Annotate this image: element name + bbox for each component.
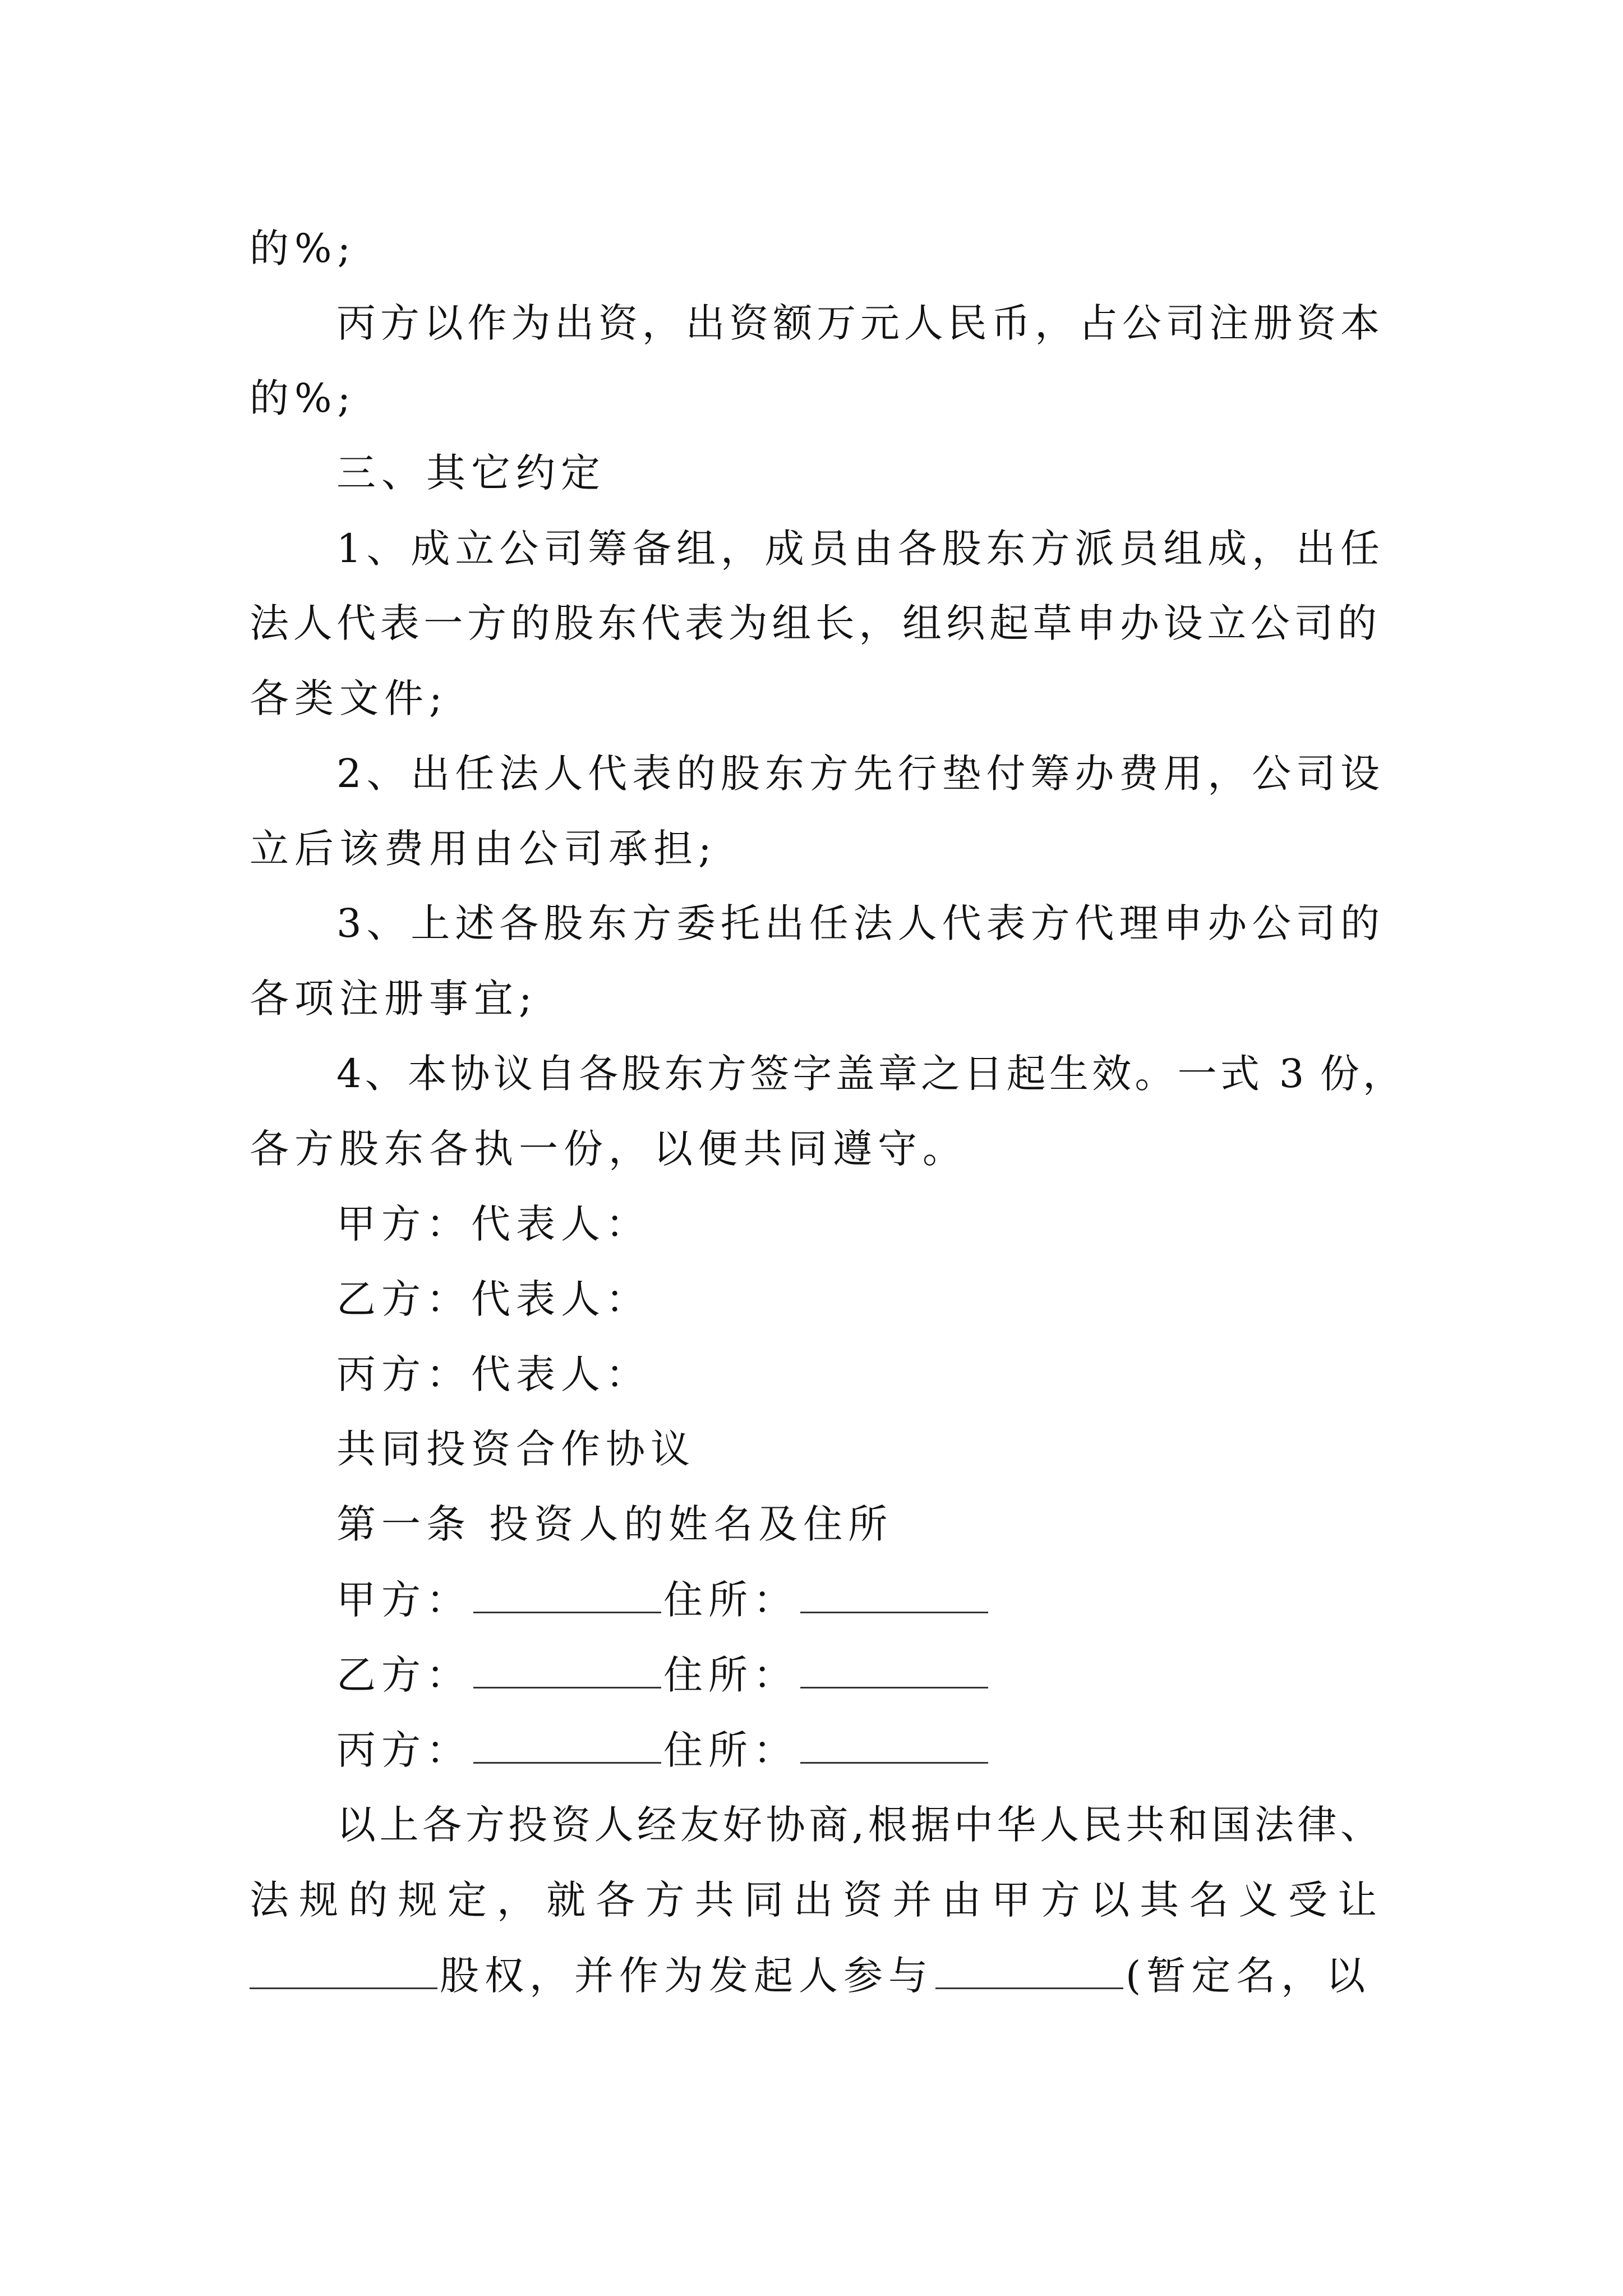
text-line: 以上各方投资人经友好协商,根据中华人民共和国法律、	[336, 1802, 1380, 1848]
text-line: 各项注册事宜;	[250, 976, 538, 1022]
party-label: 乙方：	[336, 1652, 471, 1698]
article-heading: 第一条 投资人的姓名及住所	[336, 1501, 893, 1547]
text-line: 的%;	[250, 375, 357, 421]
party-a-row	[336, 1572, 990, 1626]
text-line: 丙方以作为出资，出资额万元人民币，占公司注册资本	[336, 300, 1380, 346]
text-line: 的%;	[250, 226, 357, 272]
text-line-with-blanks	[250, 1948, 1371, 2002]
address-blank[interactable]	[800, 1648, 988, 1688]
text-fragment: (暂定名，以	[1126, 1953, 1371, 1999]
signature-line-party-b: 乙方：代表人：	[336, 1276, 651, 1322]
text-line: 各方股东各执一份，以便共同遵守。	[250, 1126, 967, 1172]
address-label: 住所：	[663, 1577, 798, 1623]
party-name-blank[interactable]	[473, 1723, 661, 1764]
section-heading: 三、其它约定	[336, 450, 606, 496]
party-b-row	[336, 1648, 990, 1701]
address-label: 住所：	[663, 1727, 798, 1773]
agreement-title: 共同投资合作协议	[336, 1426, 695, 1472]
party-name-blank[interactable]	[473, 1648, 661, 1688]
text-line: 2、出任法人代表的股东方先行垫付筹办费用，公司设	[336, 751, 1380, 797]
text-line: 4、本协议自各股东方签字盖章之日起生效。一式 3 份，	[336, 1051, 1402, 1097]
text-line: 立后该费用由公司承担;	[250, 826, 717, 872]
text-line: 1、成立公司筹备组，成员由各股东方派员组成，出任	[336, 526, 1380, 572]
text-line: 法人代表一方的股东代表为组长，组织起草申办设立公司的	[250, 600, 1377, 646]
address-label: 住所：	[663, 1652, 798, 1698]
text-line: 各类文件;	[250, 675, 448, 721]
text-fragment: 股权，并作为发起人参与	[440, 1953, 933, 1999]
party-label: 丙方：	[336, 1727, 471, 1773]
address-blank[interactable]	[800, 1572, 988, 1613]
address-blank[interactable]	[800, 1723, 988, 1764]
company-name-blank[interactable]	[935, 1948, 1123, 1989]
signature-line-party-c: 丙方：代表人：	[336, 1351, 651, 1397]
text-line: 3、上述各股东方委托出任法人代表方代理申办公司的	[336, 900, 1380, 946]
text-line: 法规的规定，就各方共同出资并由甲方以其名义受让	[250, 1877, 1377, 1923]
party-c-row	[336, 1723, 990, 1777]
equity-blank[interactable]	[250, 1948, 437, 1989]
signature-line-party-a: 甲方：代表人：	[336, 1201, 651, 1247]
party-label: 甲方：	[336, 1577, 471, 1623]
party-name-blank[interactable]	[473, 1572, 661, 1613]
